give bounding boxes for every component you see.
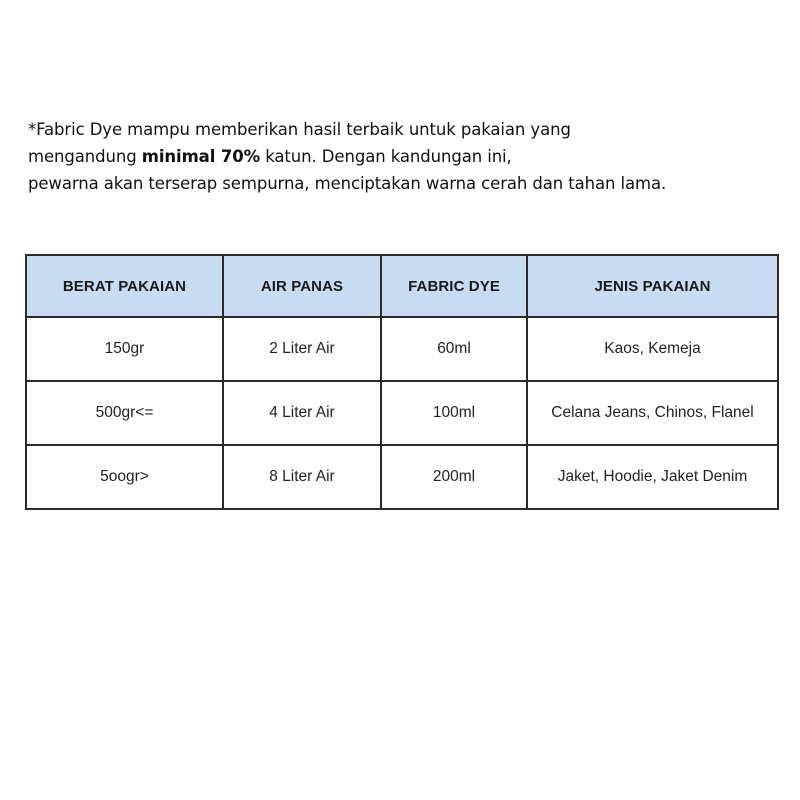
cell-water: 8 Liter Air [223,445,381,509]
header-jenis-pakaian: JENIS PAKAIAN [527,255,778,317]
table-row [26,381,778,445]
cell-dye: 200ml [381,445,527,509]
intro-line-2-start: mengandung [28,147,142,166]
cell-weight: 150gr [26,317,223,381]
intro-line-2 [28,143,788,170]
dye-guide-table [25,254,779,510]
intro-line-3: pewarna akan terserap sempurna, menciptakan warna cerah dan tahan lama. [28,174,667,193]
table-row [26,445,778,509]
cell-dye: 60ml [381,317,527,381]
intro-note [28,116,788,197]
header-fabric-dye: FABRIC DYE [381,255,527,317]
header-berat-pakaian: BERAT PAKAIAN [26,255,223,317]
header-air-panas: AIR PANAS [223,255,381,317]
table-header-row [26,255,778,317]
cell-weight: 500gr<= [26,381,223,445]
cell-water: 4 Liter Air [223,381,381,445]
cell-water: 2 Liter Air [223,317,381,381]
cell-clothing: Jaket, Hoodie, Jaket Denim [527,445,778,509]
intro-highlight: minimal 70% [141,147,261,166]
intro-line-1: *Fabric Dye mampu memberikan hasil terbaik untuk pakaian yang [28,120,571,139]
cell-clothing: Celana Jeans, Chinos, Flanel [527,381,778,445]
dye-guide-table-wrapper [25,254,777,508]
cell-clothing: Kaos, Kemeja [527,317,778,381]
table-row [26,317,778,381]
cell-weight: 5oogr> [26,445,223,509]
cell-dye: 100ml [381,381,527,445]
intro-line-2-end: katun. Dengan kandungan ini, [260,147,512,166]
